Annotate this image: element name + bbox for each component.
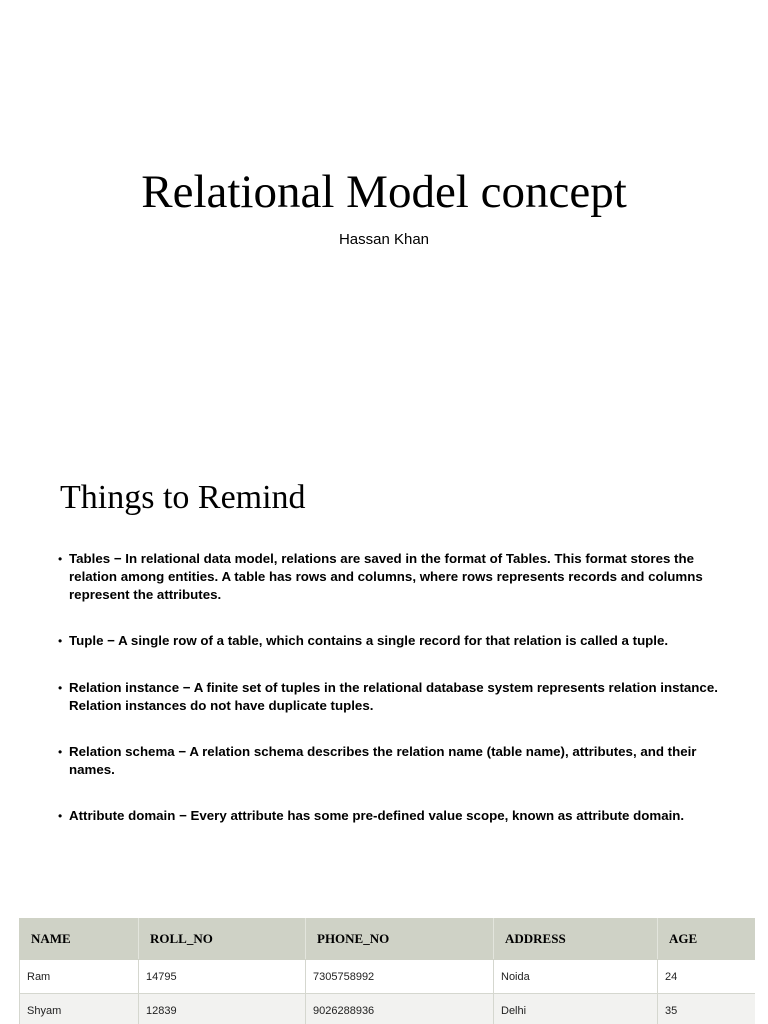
table-cell: 7305758992 bbox=[306, 960, 494, 994]
title-slide bbox=[0, 0, 768, 440]
table-cell: Delhi bbox=[494, 994, 658, 1024]
table-header-row bbox=[20, 919, 756, 960]
table-cell: 24 bbox=[658, 960, 756, 994]
bullet-dot-icon: • bbox=[58, 681, 63, 695]
bullet-item-attribute-domain bbox=[58, 807, 718, 825]
bullet-list bbox=[58, 550, 718, 825]
bullet-text: Attribute domain − Every attribute has some pre-defined value scope, known as attribute domain. bbox=[69, 808, 685, 823]
bullet-text: Relation instance − A finite set of tuples in the relational database system represents relation instance. Relation instances do not have duplicate tuples. bbox=[69, 680, 718, 713]
table-cell: Ram bbox=[20, 960, 139, 994]
column-header: ROLL_NO bbox=[139, 919, 306, 960]
table-cell: 14795 bbox=[139, 960, 306, 994]
slide-title: Relational Model concept bbox=[141, 166, 627, 218]
column-header: AGE bbox=[658, 919, 756, 960]
bullet-item-relation-schema bbox=[58, 743, 718, 779]
student-table-container bbox=[19, 918, 755, 1024]
section-heading: Things to Remind bbox=[60, 479, 306, 516]
table-row bbox=[20, 960, 756, 994]
bullet-item-tables bbox=[58, 550, 718, 604]
table-cell: 12839 bbox=[139, 994, 306, 1024]
slide-subtitle-author: Hassan Khan bbox=[338, 231, 430, 248]
table-cell: Shyam bbox=[20, 994, 139, 1024]
table-cell: Noida bbox=[494, 960, 658, 994]
column-header: PHONE_NO bbox=[306, 919, 494, 960]
content-slide bbox=[0, 440, 768, 880]
column-header: NAME bbox=[20, 919, 139, 960]
bullet-text: Relation schema − A relation schema describes the relation name (table name), attributes, and their names. bbox=[69, 744, 697, 777]
bullet-dot-icon: • bbox=[58, 809, 63, 823]
table-row bbox=[20, 994, 756, 1024]
bullet-item-relation-instance bbox=[58, 679, 718, 715]
table-cell: 9026288936 bbox=[306, 994, 494, 1024]
bullet-dot-icon: • bbox=[58, 745, 63, 759]
student-table bbox=[19, 918, 755, 1024]
table-cell: 35 bbox=[658, 994, 756, 1024]
bullet-text: Tuple − A single row of a table, which contains a single record for that relation is called a tuple. bbox=[69, 633, 669, 648]
column-header: ADDRESS bbox=[494, 919, 658, 960]
bullet-dot-icon: • bbox=[58, 552, 63, 566]
bullet-dot-icon: • bbox=[58, 634, 63, 648]
bullet-item-tuple bbox=[58, 632, 718, 650]
bullet-text: Tables − In relational data model, relations are saved in the format of Tables. This format stores the relation among entities. A table has rows and columns, where rows represents records and columns represent the attributes. bbox=[69, 551, 703, 602]
